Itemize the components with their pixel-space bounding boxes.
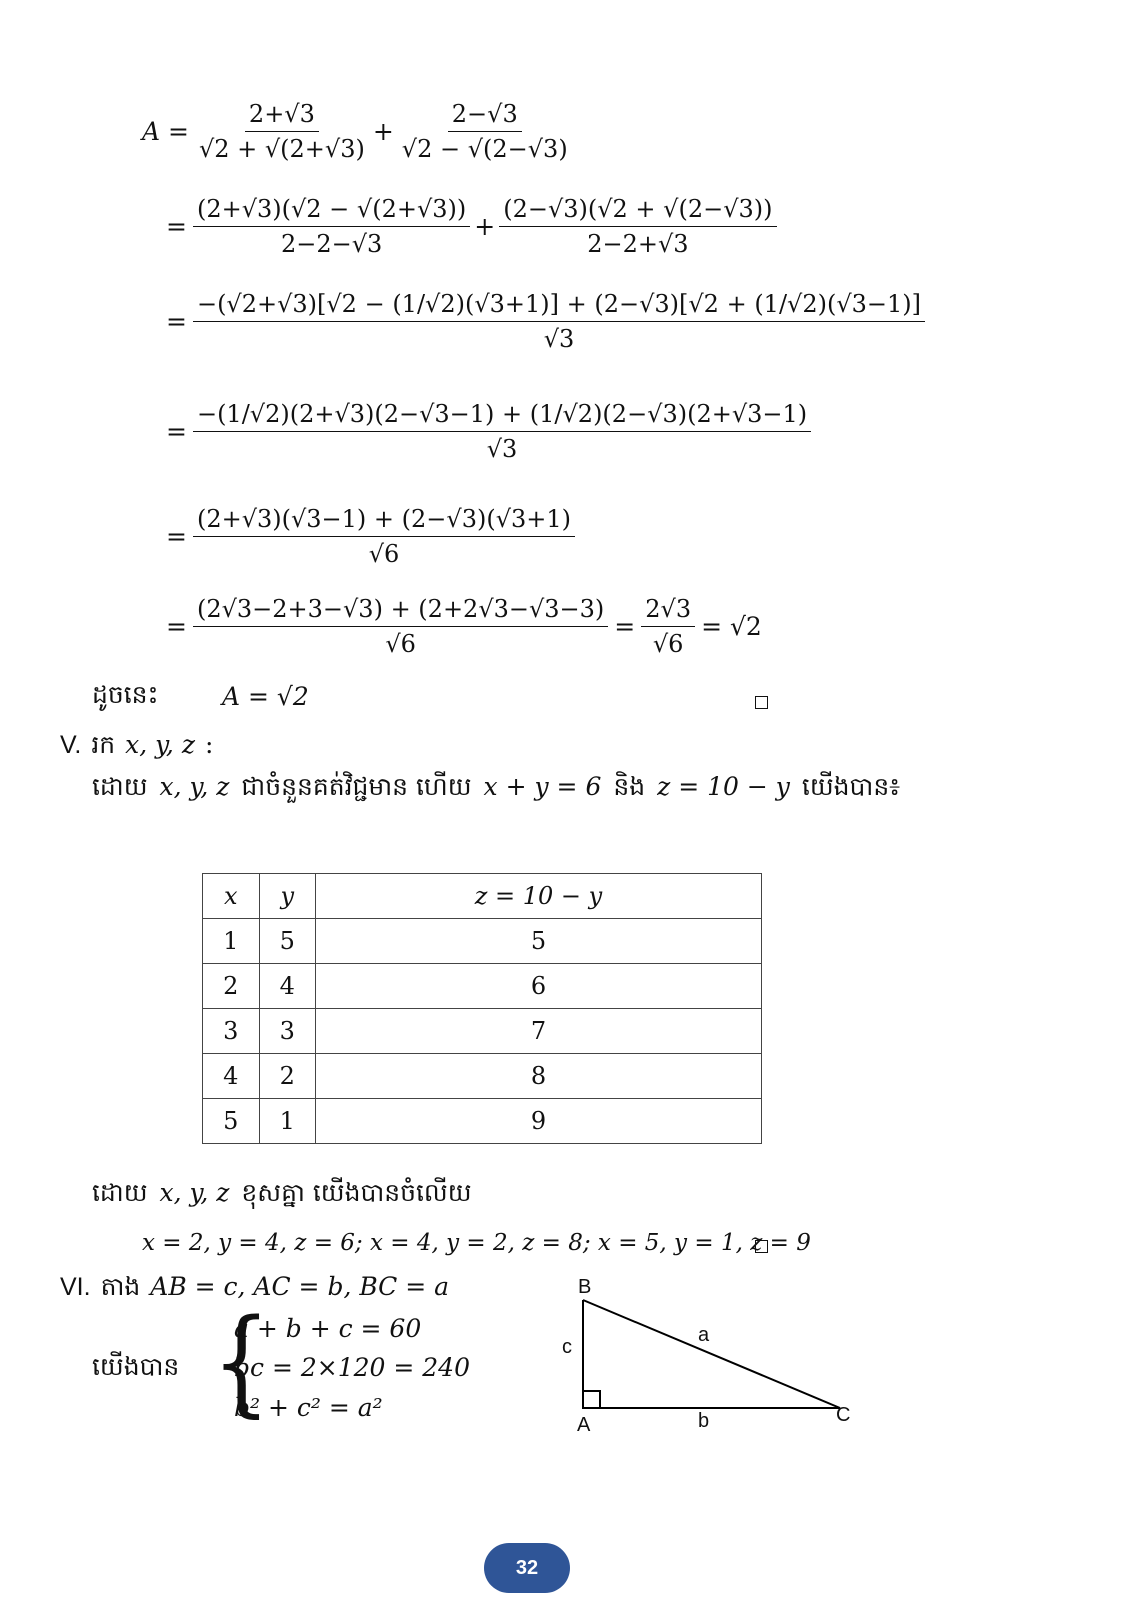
denominator: √6	[368, 540, 400, 568]
since-text: ខុសគ្នា យើងបានចំលើយ	[241, 1178, 472, 1207]
equation-line-6	[166, 595, 762, 658]
table-cell: 3	[259, 1009, 316, 1054]
section-number: V.	[60, 731, 82, 759]
intro-eq2: z = 10 − y	[657, 772, 790, 801]
table-cell: 3	[203, 1009, 260, 1054]
operator: +	[372, 117, 394, 146]
table-cell: 1	[203, 919, 260, 964]
side-a-label: a	[698, 1324, 710, 1346]
qed-square-icon	[755, 1240, 768, 1253]
operator: +	[474, 212, 496, 241]
fraction	[193, 400, 811, 463]
page-number: 32	[515, 1556, 539, 1579]
denominator: √3	[486, 435, 518, 463]
heading-eq: AB = c, AC = b, BC = a	[150, 1272, 450, 1301]
denominator: √6	[652, 630, 684, 658]
numerator: −(√2+√3)[√2 − (1/√2)(√3+1)] + (2−√3)[√2 + (1/√2)(√3−1)]	[193, 290, 925, 322]
table-row	[203, 1054, 762, 1099]
vertex-a-label: A	[577, 1414, 591, 1436]
fraction	[193, 195, 470, 258]
numerator: −(1/√2)(2+√3)(2−√3−1) + (1/√2)(2−√3)(2+√3−1)	[193, 400, 811, 432]
table-row	[203, 919, 762, 964]
table-row	[203, 964, 762, 1009]
intro-eq1: x + y = 6	[483, 772, 602, 801]
table-row	[203, 1099, 762, 1144]
fraction	[193, 290, 925, 353]
since-vars: x, y, z	[159, 1178, 230, 1207]
result: = √2	[701, 612, 762, 641]
equals-sign: =	[166, 307, 187, 336]
column-header-x: x	[203, 874, 260, 919]
equation-line-5	[166, 505, 575, 568]
table-cell: 4	[259, 964, 316, 1009]
table-cell: 7	[316, 1009, 762, 1054]
equals-sign: =	[166, 417, 187, 446]
eq-lhs: A =	[142, 117, 189, 146]
intro-vars: x, y, z	[159, 772, 230, 801]
left-brace-icon: {	[212, 1294, 271, 1429]
numerator: (2+√3)(√3−1) + (2−√3)(√3+1)	[193, 505, 575, 537]
solutions-table	[202, 873, 762, 1144]
table-row	[203, 1009, 762, 1054]
fraction	[193, 595, 608, 658]
fraction	[499, 195, 776, 258]
denominator: √3	[543, 325, 575, 353]
vertex-b-label: B	[578, 1276, 592, 1298]
conclusion-formula: A = √2	[222, 682, 309, 711]
equation-line-4	[166, 400, 811, 463]
intro-word: ដោយ	[92, 772, 148, 801]
since-word: ដោយ	[92, 1178, 148, 1207]
system-eq-3: b² + c² = a²	[234, 1393, 383, 1422]
right-triangle-diagram	[560, 1270, 880, 1450]
equals-sign: =	[166, 212, 187, 241]
right-angle-marker	[583, 1391, 600, 1408]
conclusion-label: ដូចនេះ	[92, 680, 159, 709]
numerator: (2−√3)(√2 + √(2−√3))	[499, 195, 776, 227]
answers: x = 2, y = 4, z = 6; x = 4, y = 2, z = 8; x = 5, y = 1, z = 9	[142, 1230, 811, 1256]
table-cell: 4	[203, 1054, 260, 1099]
equation-line-1	[142, 100, 572, 163]
table-header-row	[203, 874, 762, 919]
side-b-label: b	[698, 1410, 710, 1432]
numerator: 2+√3	[245, 100, 319, 132]
fraction	[398, 100, 572, 163]
we-get-label: យើងបាន	[92, 1352, 180, 1381]
denominator: 2−2−√3	[280, 230, 383, 258]
system-eq-2: bc = 2×120 = 240	[234, 1353, 470, 1382]
table-cell: 5	[316, 919, 762, 964]
table-cell: 5	[203, 1099, 260, 1144]
section-5-since	[92, 1178, 472, 1214]
equation-line-2	[166, 195, 777, 258]
equation-line-3	[166, 290, 925, 353]
heading-colon: :	[205, 730, 214, 759]
heading-vars: x, y, z	[125, 730, 196, 759]
intro-end: យើងបាន៖	[801, 772, 901, 801]
denominator: 2−2+√3	[587, 230, 689, 258]
denominator: √2 − √(2−√3)	[401, 135, 568, 163]
column-header-y: y	[259, 874, 316, 919]
section-number: VI.	[60, 1273, 91, 1301]
equals-sign: =	[166, 522, 187, 551]
equals-sign: =	[166, 612, 187, 641]
numerator: 2−√3	[448, 100, 522, 132]
denominator: √2 + √(2+√3)	[198, 135, 365, 163]
numerator: (2+√3)(√2 − √(2+√3))	[193, 195, 470, 227]
fraction	[641, 595, 695, 658]
side-c-label: c	[562, 1336, 572, 1358]
system-eq-1: a + b + c = 60	[234, 1314, 422, 1343]
side-bc	[583, 1300, 840, 1408]
section-heading-text: រក	[91, 730, 116, 759]
table-cell: 8	[316, 1054, 762, 1099]
table-cell: 1	[259, 1099, 316, 1144]
page-number-badge	[484, 1543, 570, 1593]
table-cell: 6	[316, 964, 762, 1009]
numerator: 2√3	[641, 595, 695, 627]
denominator: √6	[385, 630, 416, 658]
table-cell: 2	[259, 1054, 316, 1099]
section-heading-text: តាង	[100, 1272, 141, 1301]
numerator: (2√3−2+3−√3) + (2+2√3−√3−3)	[193, 595, 608, 627]
fraction	[193, 505, 575, 568]
table-cell: 2	[203, 964, 260, 1009]
qed-square-icon	[755, 696, 768, 709]
vertex-c-label: C	[836, 1404, 851, 1426]
intro-and: និង	[613, 772, 646, 801]
equals-sign: =	[614, 612, 636, 641]
table-cell: 5	[259, 919, 316, 964]
section-5-intro	[92, 772, 900, 808]
column-header-z: z = 10 − y	[316, 874, 762, 919]
intro-text: ជាចំនួនគត់វិជ្ជមាន ហើយ	[241, 772, 472, 801]
table-cell: 9	[316, 1099, 762, 1144]
fraction	[195, 100, 369, 163]
section-5-heading	[60, 730, 213, 766]
